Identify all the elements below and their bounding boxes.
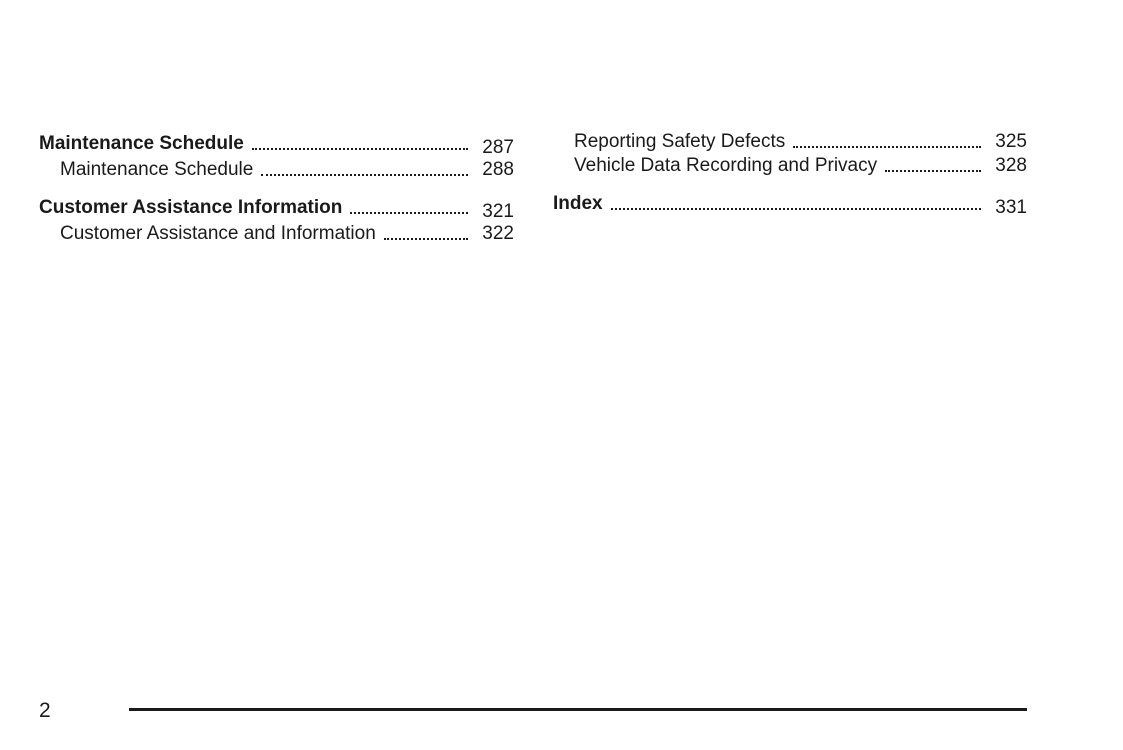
dot-leader	[793, 146, 981, 148]
toc-left-column	[39, 130, 514, 246]
toc-page-number: 325	[995, 131, 1027, 152]
page-number: 2	[39, 699, 51, 722]
dot-leader	[350, 212, 468, 214]
toc-subsection-title: Reporting Safety Defects	[574, 131, 786, 152]
toc-subsection-title: Maintenance Schedule	[60, 159, 254, 180]
toc-subsection-entry[interactable]	[39, 220, 514, 246]
dot-leader	[885, 170, 981, 172]
footer-rule	[129, 708, 1027, 711]
toc-page-number: 287	[482, 137, 514, 158]
toc-subsection-entry[interactable]	[553, 130, 1027, 154]
toc-subsection-entry[interactable]	[39, 156, 514, 182]
toc-section-entry[interactable]	[553, 190, 1027, 216]
toc-page-number: 331	[995, 197, 1027, 218]
toc-section-title: Customer Assistance Information	[39, 197, 343, 218]
dot-leader	[261, 174, 468, 176]
toc-subsection-entry[interactable]	[553, 154, 1027, 178]
toc-page-number: 322	[482, 223, 514, 244]
toc-section-entry[interactable]	[39, 130, 514, 156]
dot-leader	[252, 148, 468, 150]
toc-page-number: 288	[482, 159, 514, 180]
toc-subsection-title: Vehicle Data Recording and Privacy	[574, 155, 878, 176]
toc-page-number: 321	[482, 201, 514, 222]
dot-leader	[611, 208, 982, 210]
toc-section-title: Maintenance Schedule	[39, 133, 244, 154]
dot-leader	[384, 238, 469, 240]
toc-subsection-title: Customer Assistance and Information	[60, 223, 376, 244]
toc-section-entry[interactable]	[39, 194, 514, 220]
toc-right-column	[553, 130, 1027, 216]
toc-section-title: Index	[553, 193, 603, 214]
toc-page-number: 328	[995, 155, 1027, 176]
